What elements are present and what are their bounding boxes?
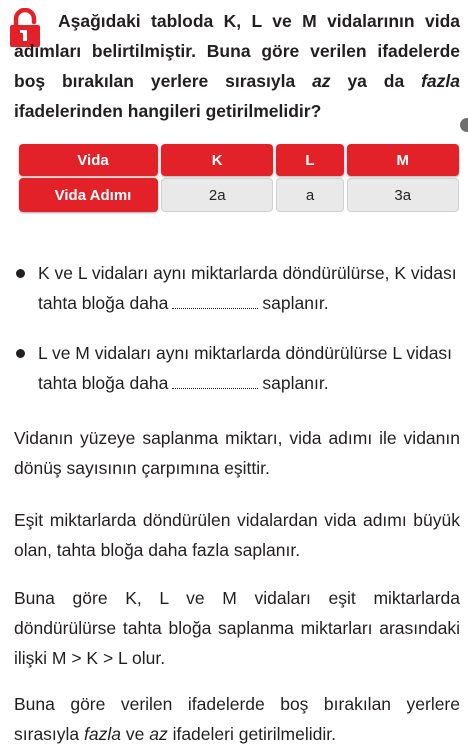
paragraph-relation: Buna göre K, L ve M vidaları eşit miktarlarda döndürülürse tahta bloğa saplanma miktarları arasındaki ilişki M > K > L olur. (14, 588, 460, 668)
bullet-icon (16, 349, 25, 358)
vida-table (16, 142, 462, 214)
header-vida: Vida (19, 144, 158, 176)
row-label-vida-adimi: Vida Adımı (19, 178, 158, 212)
paragraph-rule: Eşit miktarlarda döndürülen vidalardan vida adımı büyük olan, tahta bloğa daha fazla saplanır. (14, 510, 460, 560)
blank-line (172, 374, 258, 389)
corner-mark (460, 118, 468, 132)
header-l: L (276, 144, 343, 176)
value-m: 3a (347, 178, 459, 212)
list-item: K ve L vidaları aynı miktarlarda döndürülürse, K vidası tahta bloğa daha saplanır. (12, 258, 462, 318)
list-item: L ve M vidaları aynı miktarlarda döndürülürse L vidası tahta bloğa daha saplanır. (12, 338, 462, 398)
value-l: a (276, 178, 343, 212)
table-row (19, 178, 459, 212)
blank-line (172, 294, 258, 309)
statement-list (12, 258, 462, 418)
paragraph-definition: Vidanın yüzeye saplanma miktarı, vida adımı ile vidanın dönüş sayısının çarpımına eşittir. (14, 428, 460, 478)
question-text: Aşağıdaki tabloda K, L ve M vidalarının vida adımları belirtilmiştir. Buna göre verilen ifadelerde boş bırakılan yerlere sırasıyla az ya da fazla ifadelerinden hangileri getirilmelidir? (14, 11, 460, 121)
value-k: 2a (161, 178, 273, 212)
table-header-row (19, 144, 459, 176)
bullet-icon (16, 269, 25, 278)
paragraph-answer: Buna göre verilen ifadelerde boş bırakılan yerlere sırasıyla fazla ve az ifadeleri getirilmelidir. (14, 694, 460, 744)
header-k: K (161, 144, 273, 176)
header-m: M (347, 144, 459, 176)
